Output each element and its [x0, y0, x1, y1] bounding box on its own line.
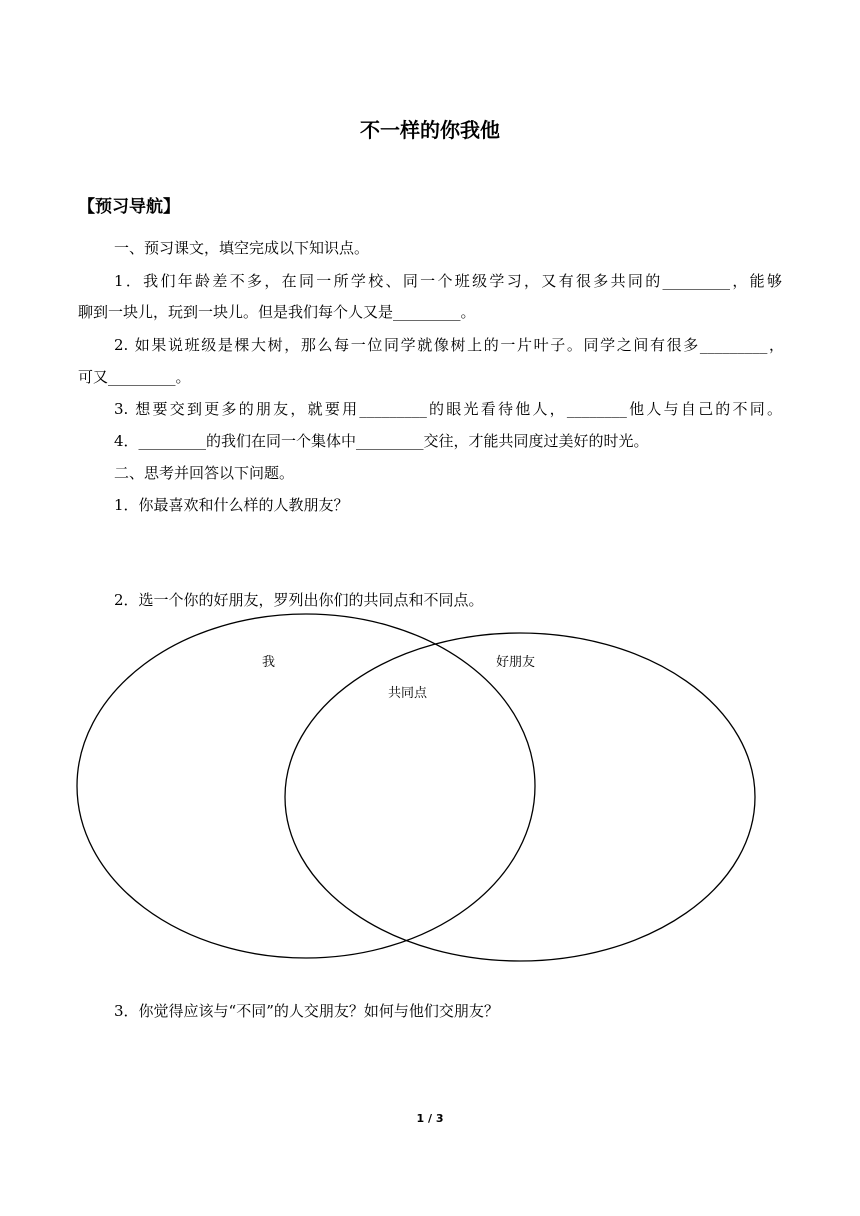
venn-left-label: 我	[262, 655, 276, 670]
part2-heading: 二、思考并回答以下问题。	[114, 464, 295, 482]
part1-q1-line2: 聊到一块儿，玩到一块儿。但是我们每个人又是_________。	[78, 303, 476, 321]
part1-q2-line2: 可又_________。	[78, 368, 191, 386]
page-number: 1 / 3	[416, 1112, 444, 1125]
part1-q3: 3. 想要交到更多的朋友，就要用_________的眼光看待他人，________他人与自己的不同。	[114, 400, 782, 418]
page-title: 不一样的你我他	[360, 118, 500, 142]
venn-center-label: 共同点	[388, 686, 428, 701]
venn-left-ellipse	[77, 614, 535, 958]
venn-right-label: 好朋友	[496, 655, 536, 670]
venn-right-ellipse	[285, 633, 755, 961]
part2-q2: 2．选一个你的好朋友，罗列出你们的共同点和不同点。	[114, 591, 484, 609]
part1-q4: 4．_________的我们在同一个集体中_________交往，才能共同度过美好的时光。	[114, 432, 649, 450]
part1-heading: 一、预习课文，填空完成以下知识点。	[114, 239, 370, 257]
section-heading: 【预习导航】	[78, 197, 180, 217]
part2-q3: 3．你觉得应该与“不同”的人交朋友？如何与他们交朋友？	[114, 1002, 499, 1020]
part1-q2-line1: 2. 如果说班级是棵大树，那么每一位同学就像树上的一片叶子。同学之间有很多_________，	[114, 336, 784, 354]
part2-q1: 1．你最喜欢和什么样的人教朋友？	[114, 496, 349, 514]
part1-q1-line1: 1．我们年龄差不多，在同一所学校、同一个班级学习，又有很多共同的_________，能够	[114, 272, 782, 290]
